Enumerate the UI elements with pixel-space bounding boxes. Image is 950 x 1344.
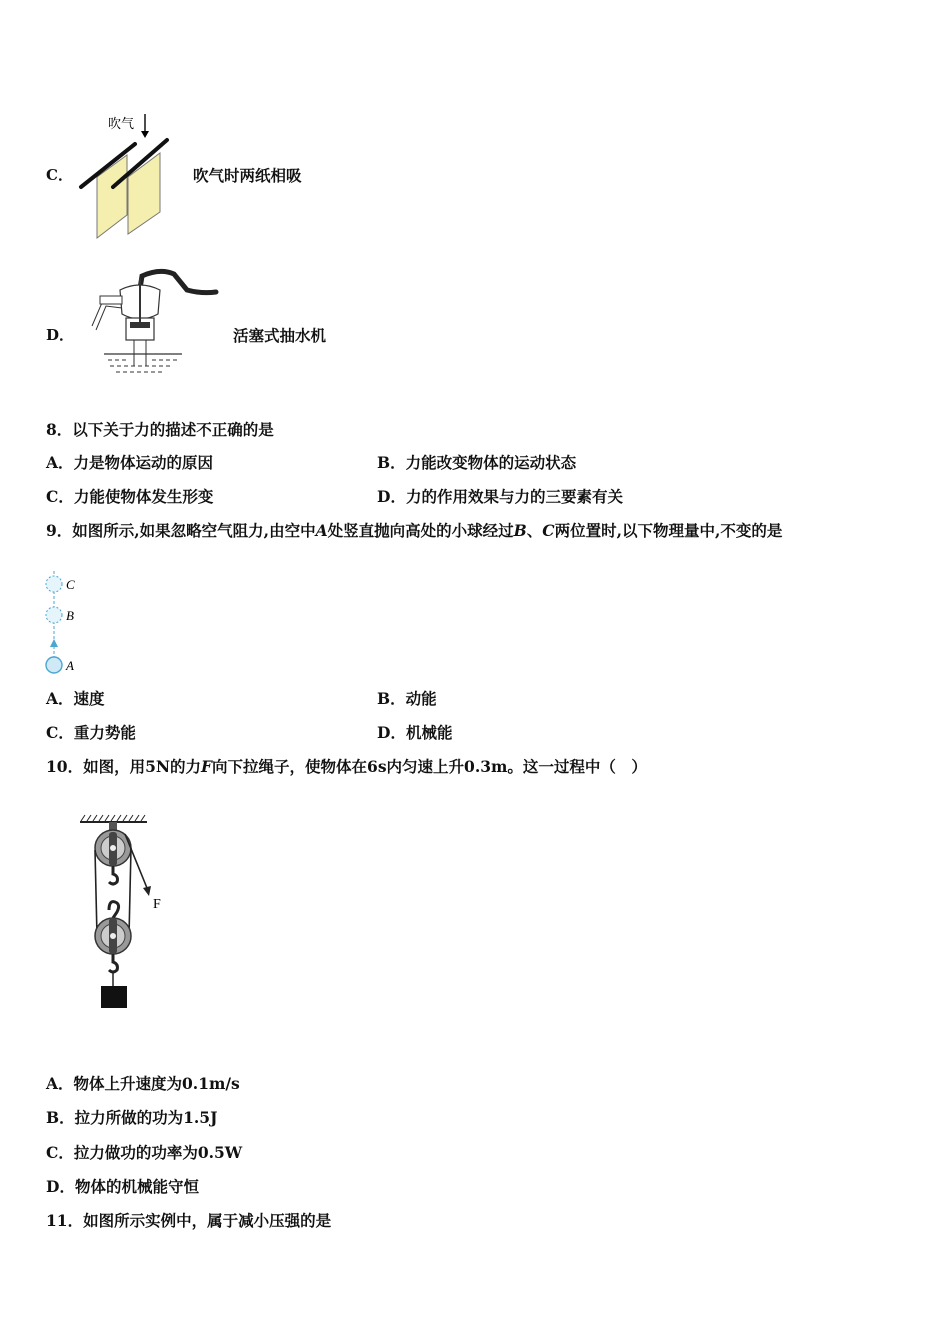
q9-stem: 9．如图所示,如果忽略空气阻力,由空中A处竖直抛向高处的小球经过B、C两位置时,以下物理量中,不变的是 xyxy=(46,521,783,540)
ball-b xyxy=(46,607,62,623)
ball-c xyxy=(46,576,62,592)
label-a: A xyxy=(66,658,74,673)
q11-stem: 11．如图所示实例中，属于减小压强的是 xyxy=(46,1211,332,1230)
q10-stem: 10．如图，用5N的力F向下拉绳子，使物体在6s内匀速上升0.3m。这一过程中（ ） xyxy=(46,757,647,776)
q9-option-a: A．速度 xyxy=(46,689,105,708)
two-paper-sheets-figure xyxy=(75,110,185,245)
q10-option-c: C．拉力做功的功率为0.5W xyxy=(46,1143,243,1162)
force-label: F xyxy=(153,897,161,912)
q8-stem: 8．以下关于力的描述不正确的是 xyxy=(46,420,274,439)
option-c-caption: 吹气时两纸相吸 xyxy=(193,166,302,185)
label-b: B xyxy=(66,608,74,623)
option-d-caption: 活塞式抽水机 xyxy=(233,326,327,345)
q10-option-b: B．拉力所做的功为1.5J xyxy=(46,1108,218,1127)
force-arrow-icon xyxy=(143,886,151,896)
label-c: C xyxy=(66,577,75,592)
q9-option-b: B．动能 xyxy=(377,689,437,708)
down-arrow-icon xyxy=(141,131,149,138)
weight-block xyxy=(101,986,127,1008)
paper-sheet-left xyxy=(97,155,127,238)
option-d-letter: D． xyxy=(46,326,75,344)
q9-option-c: C．重力势能 xyxy=(46,723,136,742)
q9-option-d: D．机械能 xyxy=(377,723,453,742)
piston-pump-figure xyxy=(82,268,222,378)
up-arrow-icon xyxy=(50,639,58,647)
ball-a xyxy=(46,657,62,673)
var-c: C xyxy=(542,521,555,540)
q10-option-d: D．物体的机械能守恒 xyxy=(46,1177,199,1196)
var-f: F xyxy=(201,757,213,776)
q8-option-c: C．力能使物体发生形变 xyxy=(46,487,214,506)
q8-option-d: D．力的作用效果与力的三要素有关 xyxy=(377,487,623,506)
paper-sheet-right xyxy=(128,153,160,234)
q8-option-b: B．力能改变物体的运动状态 xyxy=(377,453,577,472)
q10-option-a: A．物体上升速度为0.1m/s xyxy=(46,1074,240,1093)
ball-trajectory-figure xyxy=(40,565,100,680)
blow-label: 吹气 xyxy=(108,116,135,131)
q8-option-a: A．力是物体运动的原因 xyxy=(46,453,214,472)
var-a: A xyxy=(315,521,328,540)
option-c-letter: C． xyxy=(46,166,73,184)
var-b: B xyxy=(513,521,527,540)
pulley-system-figure xyxy=(75,810,175,1015)
